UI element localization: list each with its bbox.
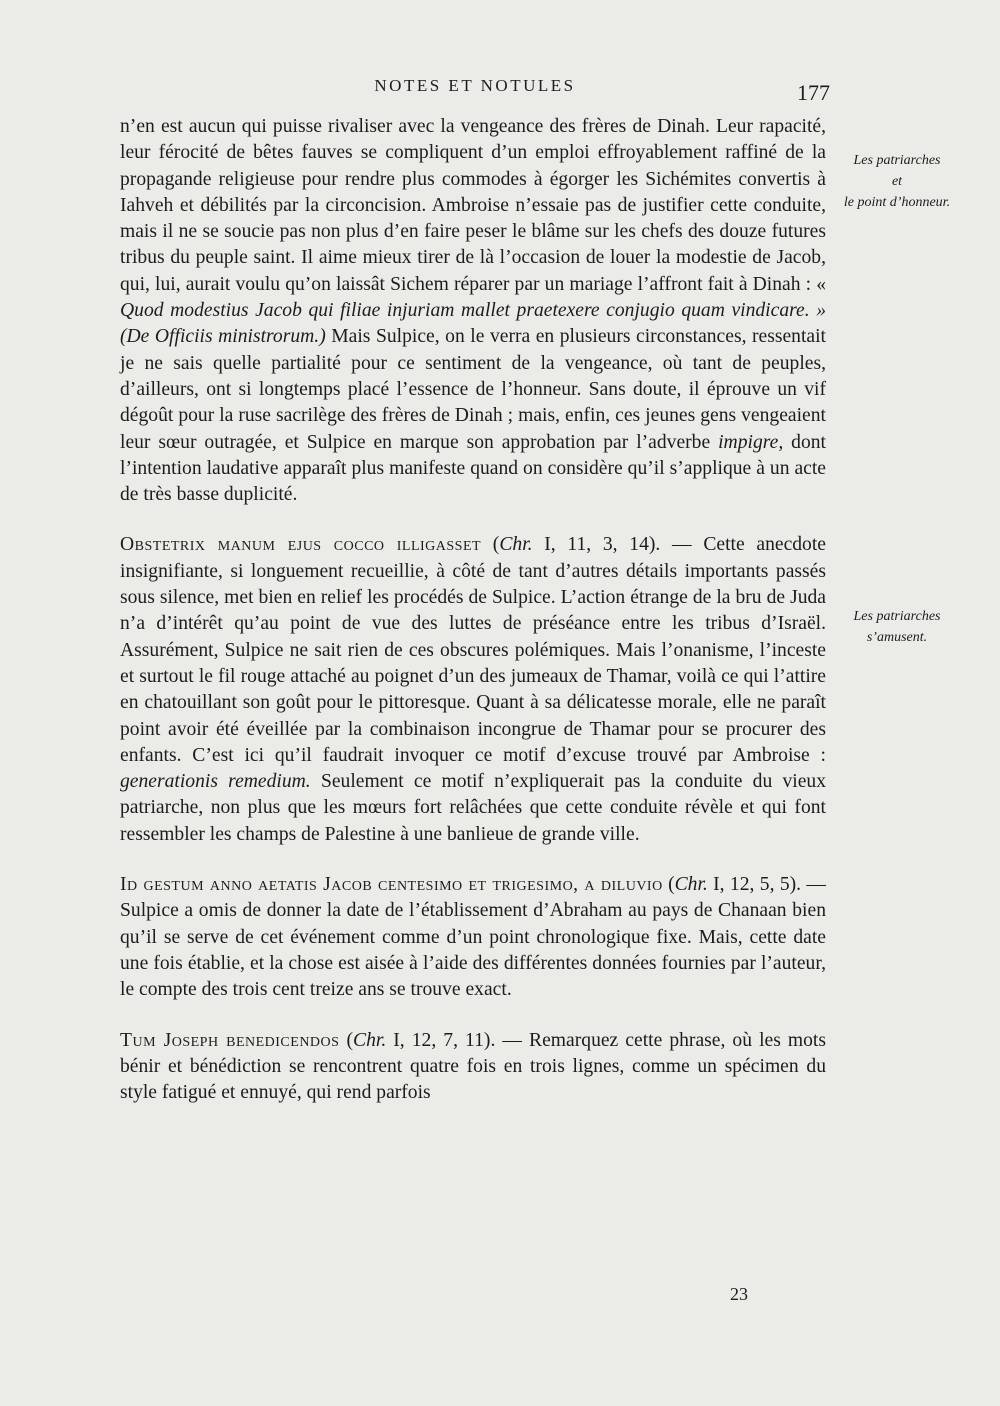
page-number: 177 xyxy=(797,80,830,105)
signature-mark: 23 xyxy=(730,1284,748,1304)
margin-note-line: s’amusent. xyxy=(866,630,928,645)
reference-work: Chr. xyxy=(674,874,708,896)
text-run: dont l’intention laudative apparaît plus manifeste quand on considère qu’il s’applique à un acte de très basse duplicité. xyxy=(120,431,826,506)
lemma: Tum Joseph benedicendos xyxy=(120,1029,340,1051)
text-run: — Sulpice a omis de donner la date de l’établissement d’Abraham au pays de Chanaan bien qu’il se serve de cet événement comme d’un point chronologique fixe. Mais, cette date une fois établie, et la chose est aisée à l’aide des différentes données fournies par l’auteur, le compte des trois cent treize ans se trouve exact. xyxy=(120,874,826,1001)
running-title: NOTES ET NOTULES xyxy=(374,76,576,95)
margin-note-line: le point d’honneur. xyxy=(843,195,951,210)
body-text xyxy=(120,114,826,1106)
reference-work: Chr. xyxy=(499,534,533,556)
lemma: Id gestum anno aetatis Jacob centesimo et trigesimo, a diluvio xyxy=(120,874,663,896)
text-run: n’en est aucun qui puisse rivaliser avec la vengeance des frères de Dinah. Leur rapacité, leur férocité de bêtes fauves se compliquent d’un emploi effroyablement raffiné de la propagande religieuse pour rendre plus commodes à égorger les Sichémites convertis à Iahveh et débilités par la circoncision. Ambroise n’essaie pas de justifier cette conduite, mais il ne se soucie pas non plus d’en faire peser le blâme sur les chefs des douze futures tribus du peuple saint. Il aime mieux tirer de là l’occasion de louer la modestie de Jacob, qui, lui, aurait voulu qu’on laissât Sichem réparer par un mariage l’affront fait à Dinah : « xyxy=(120,116,826,295)
reference-work: Chr. xyxy=(353,1029,387,1051)
paragraph-tum-joseph xyxy=(120,1028,826,1107)
paragraph-dinah xyxy=(120,114,826,508)
text-run: — Remarquez cette phrase, où les mots bénir et bénédiction se rencontrent quatre fois en trois lignes, comme un spécimen du style fatigué et ennuyé, qui rend parfois xyxy=(120,1029,826,1104)
paragraph-obstetrix xyxy=(120,532,826,848)
margin-note-samusent xyxy=(832,606,962,648)
margin-note-line: Les patriarches xyxy=(853,609,941,624)
latin-word: impigre, xyxy=(718,431,784,453)
text-run: Mais Sulpice, on le verra en plusieurs circonstances, ressentait je ne sais quelle partialité pour ce sentiment de la vengeance, où tant de peuples, d’ailleurs, ont si longtemps placé l’essence de l’honneur. Sans doute, il éprouve un vif dégoût pour la ruse sacrilège des frères de Dinah ; mais, enfin, ces jeunes gens vengeaient leur sœur outragée, et Sulpice en marque son approbation par l’adverbe xyxy=(120,326,826,453)
page-header xyxy=(120,76,830,106)
margin-note-point-dhonneur xyxy=(832,150,962,213)
lemma: Obstetrix manum ejus cocco illigasset xyxy=(120,534,482,556)
margin-note-line: et xyxy=(891,174,903,189)
reference-open: ( xyxy=(662,874,675,896)
margin-note-line: Les patriarches xyxy=(853,153,941,168)
reference-rest: I, 12, 7, 11). xyxy=(386,1029,496,1051)
reference-rest: I, 12, 5, 5). xyxy=(707,874,802,896)
paragraph-id-gestum xyxy=(120,872,826,1003)
reference-open: ( xyxy=(481,534,500,556)
latin-quotation: Quod modestius Jacob qui filiae injuriam mallet praetexere conjugio quam vindicare. » (De Officiis ministrorum.) xyxy=(120,300,826,348)
reference-open: ( xyxy=(339,1029,354,1051)
reference-rest: I, 11, 3, 14). xyxy=(532,534,661,556)
text-run: Seulement ce motif n’expliquerait pas la conduite du vieux patriarche, non plus que les mœurs fort relâchées que cette conduite révèle et qui font ressembler les champs de Palestine à une banlieue de grande ville. xyxy=(120,771,827,845)
latin-word: generationis remedium. xyxy=(120,771,311,793)
text-run: — Cette anecdote insignifiante, si longuement recueillie, à côté de tant d’autres détails importants passés sous silence, met bien en relief les procédés de Sulpice. L’action étrange de la bru de Juda n’a d’intérêt qu’au point de vue des luttes de préséance entre les tribus d’Israël. Assurément, Sulpice ne sait rien de ces obscures polémiques. Mais l’onanisme, l’inceste et surtout le fil rouge attaché au poignet d’un des jumeaux de Thamar, voilà ce qui l’attire en chatouillant son goût pour le pittoresque. Quant à sa délicatesse morale, elle ne paraît point avoir été éveillée par la combinaison incongrue de Thamar pour se procurer des enfants. C’est ici qu’il faudrait invoquer ce motif d’excuse trouvé par Ambroise : xyxy=(120,534,826,766)
